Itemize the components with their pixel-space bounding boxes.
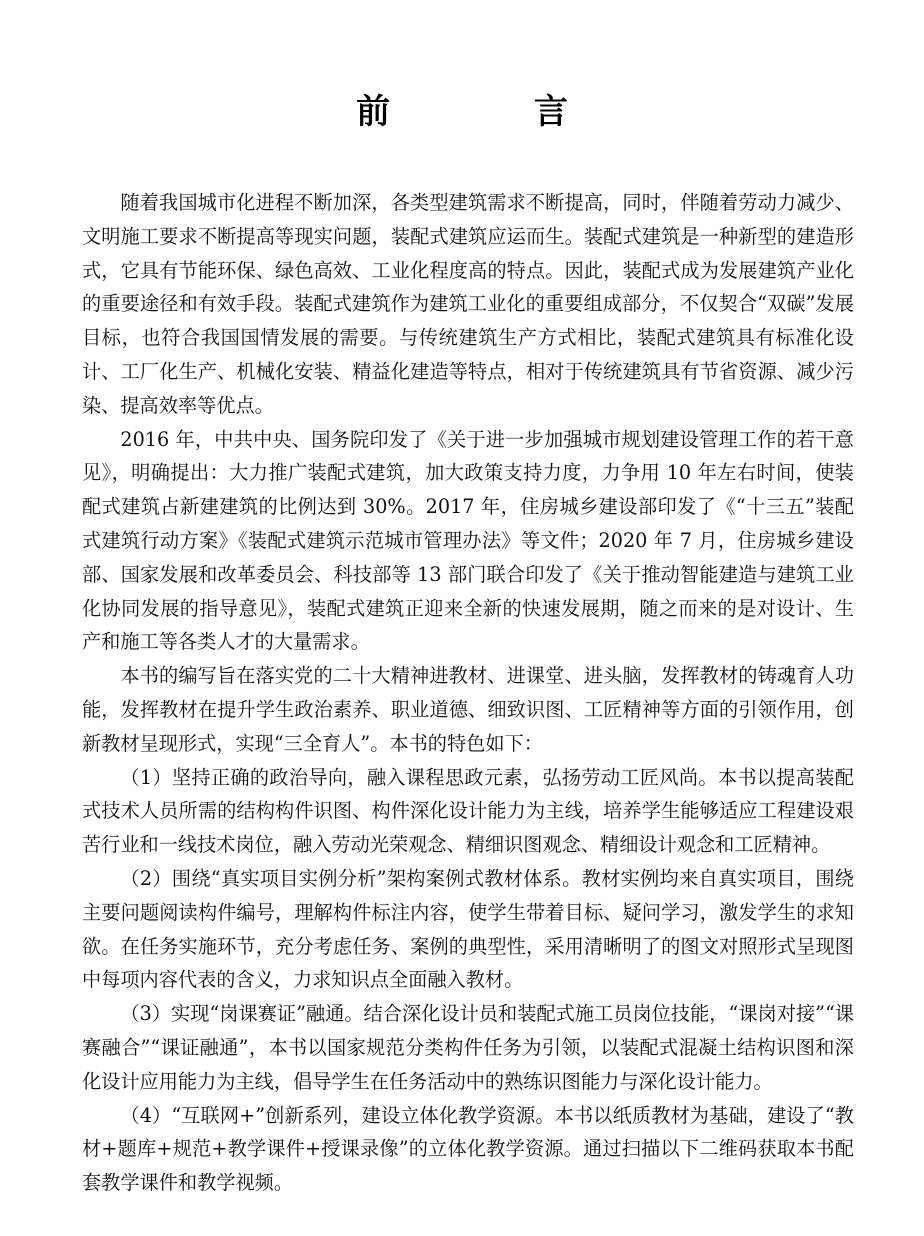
paragraph: （2）围绕“真实项目实例分析”架构案例式教材体系。教材实例均来自真实项目，围绕主要问题阅读构件编号，理解构件标注内容，使学生带着目标、疑问学习，激发学生的求知欲。在任务实施环节，充分考虑任务、案例的典型性，采用清晰明了的图文对照形式呈现图中每项内容代表的含义，力求知识点全面融入教材。 — [82, 866, 854, 992]
paragraph: 本书的编写旨在落实党的二十大精神进教材、进课堂、进头脑，发挥教材的铸魂育人功能，发挥教材在提升学生政治素养、职业道德、细致识图、工匠精神等方面的引领作用，创新教材呈现形式，实现“三全育人”。本书的特色如下： — [82, 664, 854, 755]
paragraph: （4）“互联网+”创新系列，建设立体化教学资源。本书以纸质教材为基础，建设了“教材+题库+规范+教学课件+授课录像”的立体化教学资源。通过扫描以下二维码获取本书配套教学课件和教学视频。 — [82, 1103, 854, 1195]
page-title: 前 言 — [356, 92, 634, 132]
document-body — [82, 186, 854, 1200]
paragraph: （1）坚持正确的政治导向，融入课程思政元素，弘扬劳动工匠风尚。本书以提高装配式技术人员所需的结构构件识图、构件深化设计能力为主线，培养学生能够适应工程建设艰苦行业和一线技术岗位，融入劳动光荣观念、精细识图观念、精细设计观念和工匠精神。 — [82, 765, 854, 857]
paragraph: （3）实现“岗课赛证”融通。结合深化设计员和装配式施工员岗位技能，“课岗对接”“课赛融合”“课证融通”，本书以国家规范分类构件任务为引领，以装配式混凝土结构识图和深化设计应用能力为主线，倡导学生在任务活动中的熟练识图能力与深化设计能力。 — [82, 1002, 854, 1093]
paragraph: 2016 年，中共中央、国务院印发了《关于进一步加强城市规划建设管理工作的若干意见》，明确提出：大力推广装配式建筑，加大政策支持力度，力争用 10 年左右时间，使装配式建筑占新建建筑的比例达到 30%。2017 年，住房城乡建设部印发了《“十三五”装配式建筑行动方案》《装配式建筑示范城市管理办法》等文件；2020 年 7 月，住房城乡建设部、国家发展和改革委员会、科技部等 13 部门联合印发了《关于推动智能建造与建筑工业化协同发展的指导意见》，装配式建筑正迎来全新的快速发展期，随之而来的是对设计、生产和施工等各类人才的大量需求。 — [82, 427, 854, 654]
paragraph: 随着我国城市化进程不断加深，各类型建筑需求不断提高，同时，伴随着劳动力减少、文明施工要求不断提高等现实问题，装配式建筑应运而生。装配式建筑是一种新型的建造形式，它具有节能环保、绿色高效、工业化程度高的特点。因此，装配式成为发展建筑产业化的重要途径和有效手段。装配式建筑作为建筑工业化的重要组成部分，不仅契合“双碳”发展目标，也符合我国国情发展的需要。与传统建筑生产方式相比，装配式建筑具有标准化设计、工厂化生产、机械化安装、精益化建造等特点，相对于传统建筑具有节省资源、减少污染、提高效率等优点。 — [82, 191, 854, 417]
